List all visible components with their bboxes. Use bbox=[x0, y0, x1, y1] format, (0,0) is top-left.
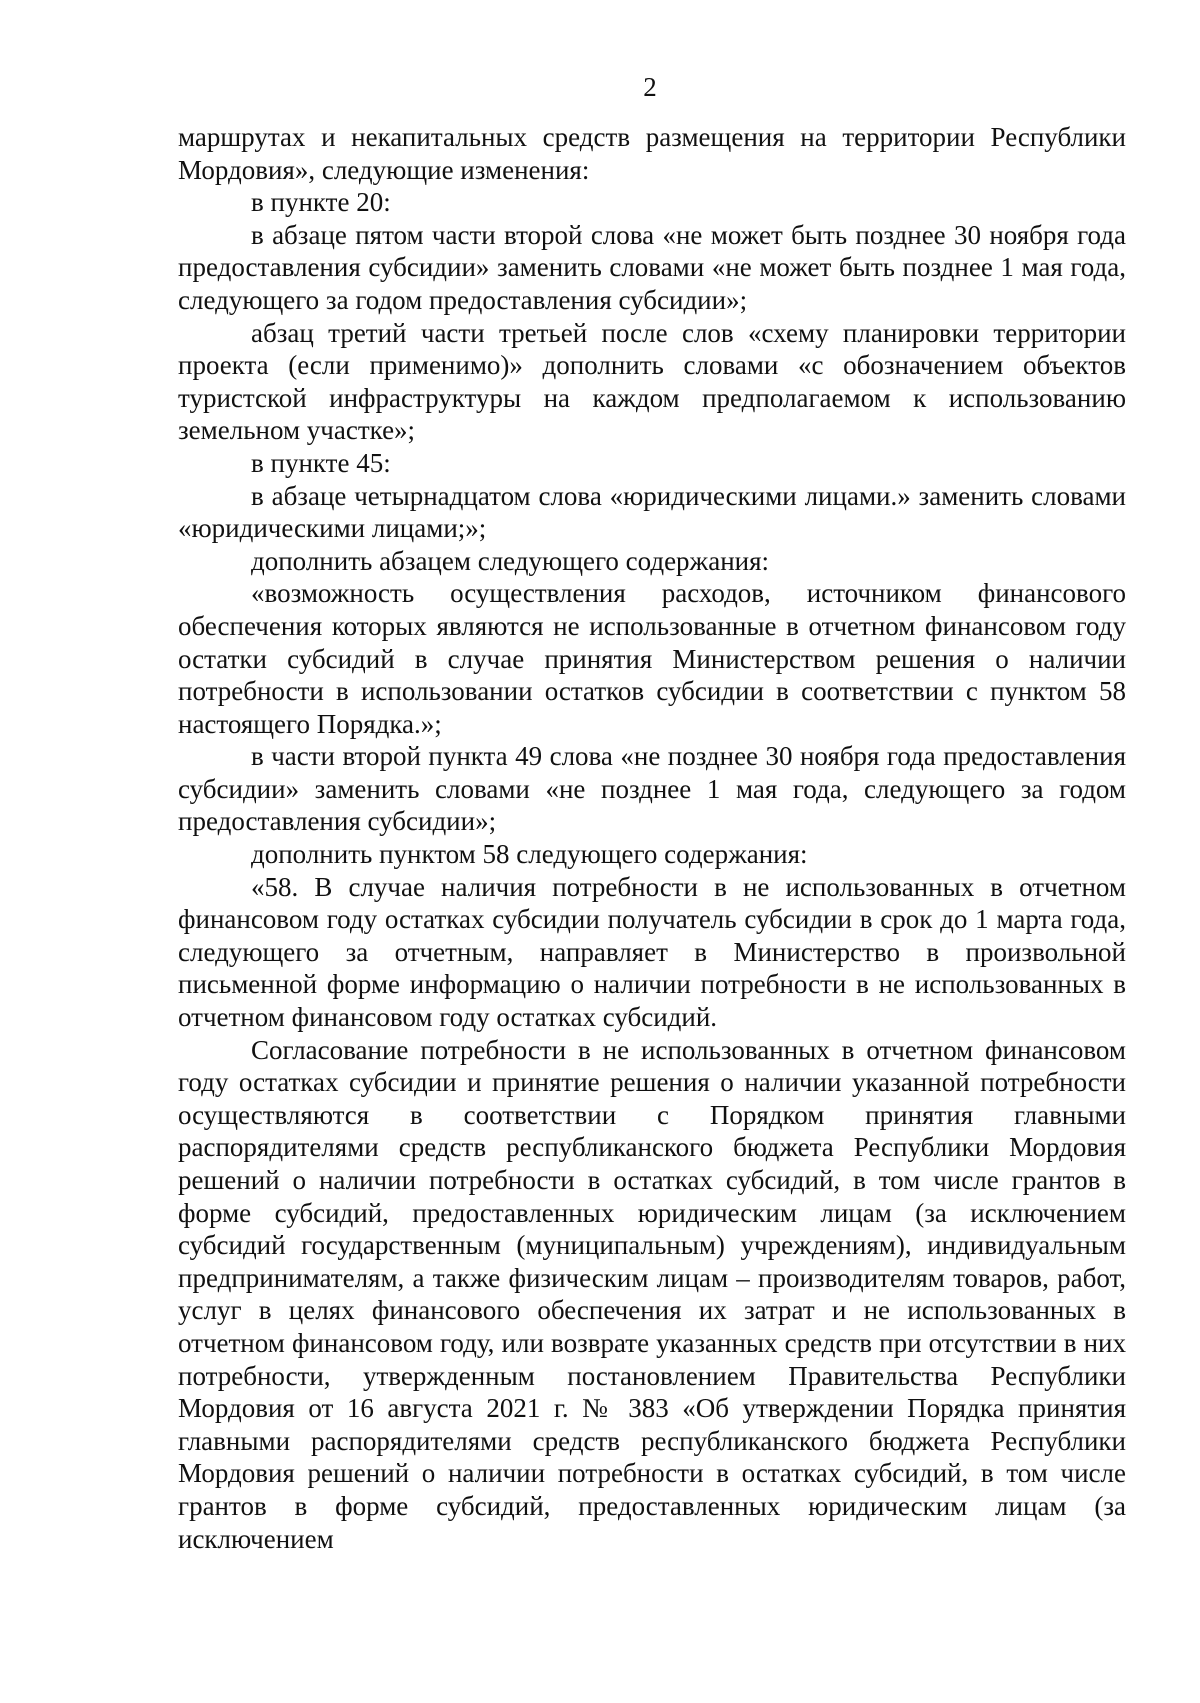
paragraph-continuation: маршрутах и некапитальных средств размещения на территории Республики Мордовия», следующие изменения: bbox=[178, 122, 1126, 185]
paragraph-item-45: в пункте 45: bbox=[251, 447, 391, 478]
paragraph-add-abzac: дополнить абзацем следующего содержания: bbox=[251, 545, 770, 576]
paragraph-quote-possibility: «возможность осуществления расходов, источником финансового обеспечения которых являются не использованные в отчетном финансовом году остатки субсидий в случае принятия Министерством решения о наличии потребности в использовании остатков субсидии в соответствии с пунктом 58 настоящего Порядка.»; bbox=[178, 578, 1126, 739]
paragraph-amendment-14: в абзаце четырнадцатом слова «юридическими лицами.» заменить словами «юридическими лицами;»; bbox=[178, 480, 1126, 544]
paragraph-agreement: Согласование потребности в не использованных в отчетном финансовом году остатках субсидии и принятие решения о наличии указанной потребности осуществляются в соответствии с Порядком принятия главными распорядителями средств республиканского бюджета Республики Мордовия решений о наличии потребности в остатках субсидий, в том числе грантов в форме субсидий, предоставленных юридическим лицам (за исключением субсидий государственным (муниципальным) учреждениям), индивидуальным предпринимателям, а также физическим лицам – производителям товаров, работ, услуг в целях финансового обеспечения их затрат и не использованных в отчетном финансовом году, или возврате указанных средств при отсутствии в них потребности, утвержденным постановлением Правительства Республики Мордовия от 16 августа 2021 г. № 383 «Об утверждении Порядка принятия главными распорядителями средств республиканского бюджета Республики Мордовия решений о наличии потребности в остатках субсидий, в том числе грантов в форме субсидий, предоставленных юридическим лицам (за исключением bbox=[178, 1034, 1126, 1554]
paragraph-item-20: в пункте 20: bbox=[251, 187, 391, 218]
paragraph-item-58-text: «58. В случае наличия потребности в не использованных в отчетном финансовом году остатках субсидии получатель субсидии в срок до 1 марта года, следующего за отчетным, направляет в Министерство в произвольной письменной форме информацию о наличии потребности в не использованных в отчетном финансовом году остатках субсидий. bbox=[178, 871, 1126, 1033]
paragraph-amendment-3: абзац третий части третьей после слов «схему планировки территории проекта (если применимо)» дополнить словами «с обозначением объектов туристской инфраструктуры на каждом предполагаемом к использованию земельном участке»; bbox=[178, 317, 1126, 446]
document-body bbox=[178, 121, 1126, 1555]
paragraph-add-item-58: дополнить пунктом 58 следующего содержания: bbox=[251, 839, 808, 870]
paragraph-item-49: в части второй пункта 49 слова «не позднее 30 ноября года предоставления субсидии» заменить словами «не позднее 1 мая года, следующего за годом предоставления субсидии»; bbox=[178, 741, 1126, 837]
paragraph-amendment-5: в абзаце пятом части второй слова «не может быть позднее 30 ноября года предоставления субсидии» заменить словами «не может быть позднее 1 мая года, следующего за годом предоставления субсидии»; bbox=[178, 219, 1126, 315]
page-number: 2 bbox=[643, 72, 657, 102]
